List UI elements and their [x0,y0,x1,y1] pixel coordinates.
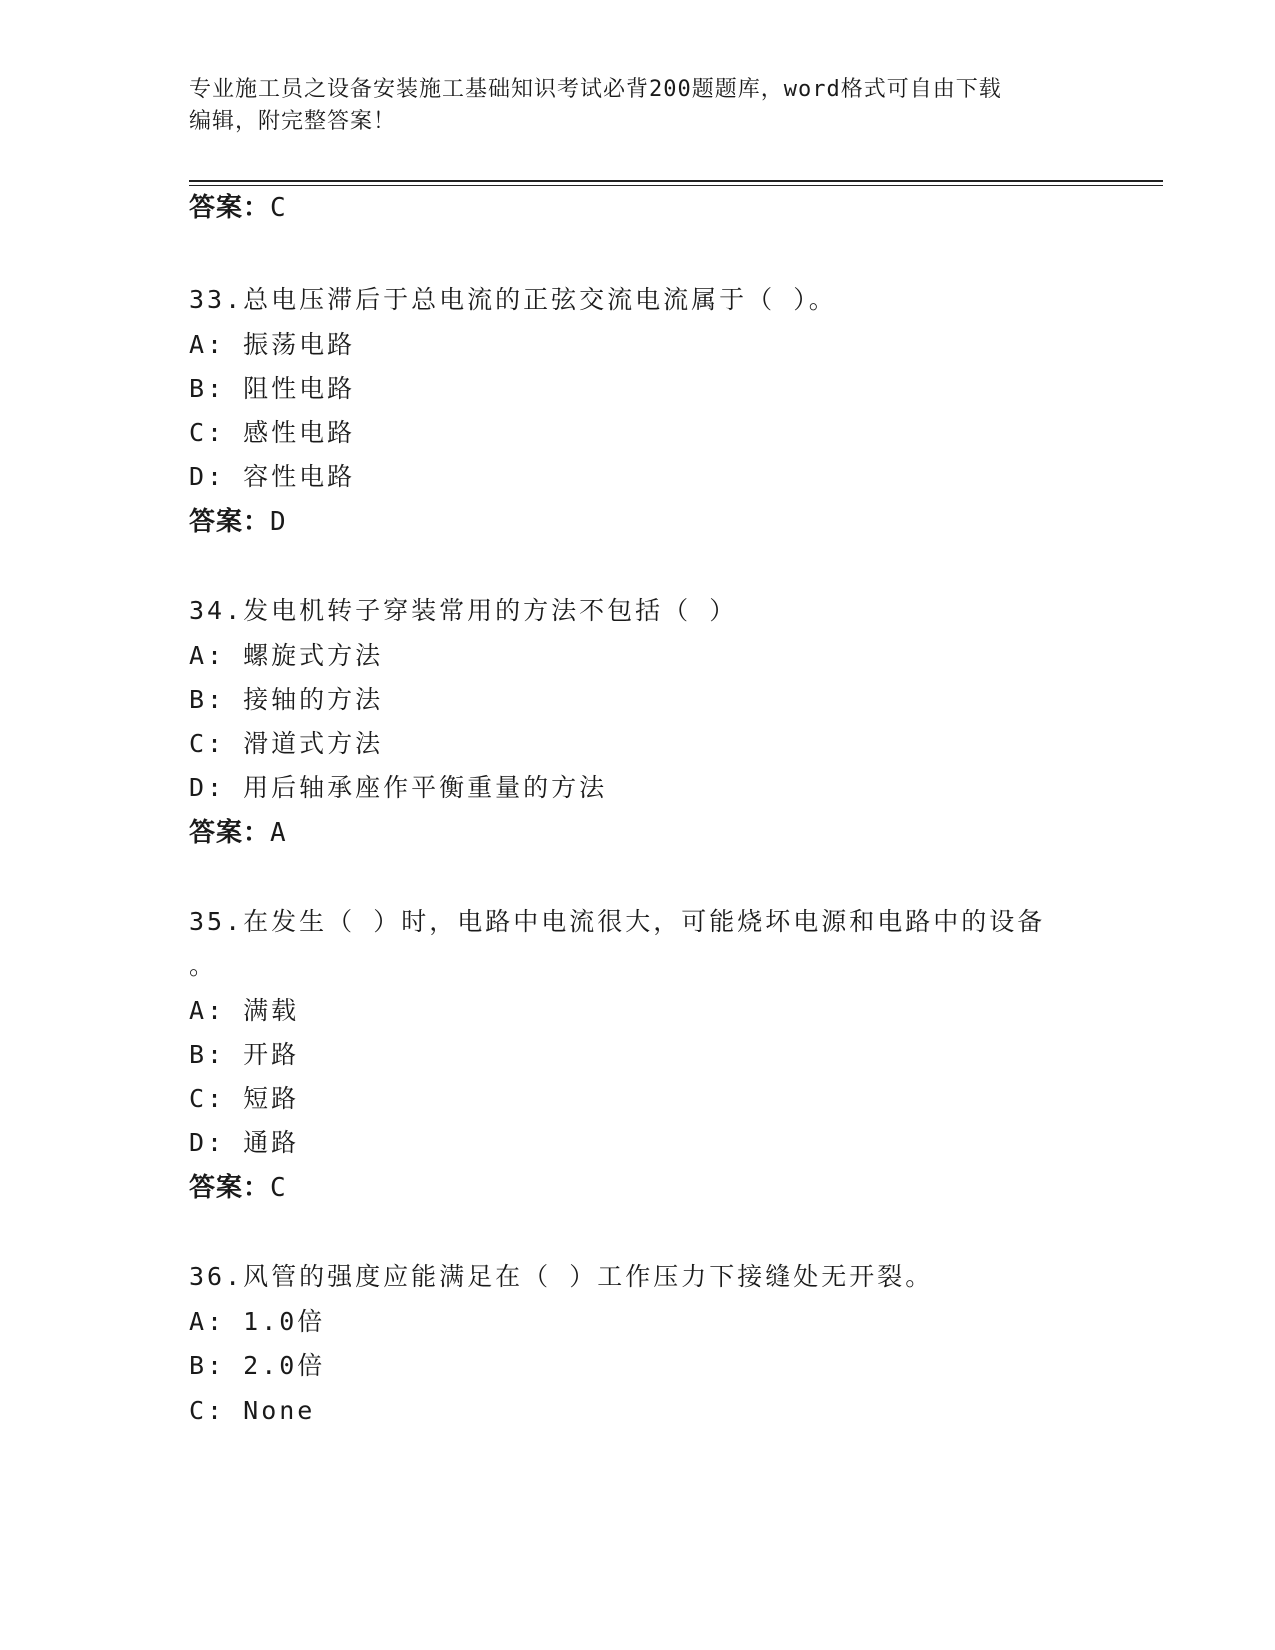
question-35-option-d: D: 通路 [189,1128,300,1157]
question-36-option-c: C: None [189,1396,316,1425]
question-36-stem: 36.风管的强度应能满足在（ ）工作压力下接缝处无开裂。 [189,1262,934,1291]
question-35-answer: 答案：C [189,1173,287,1203]
question-35-stem-continuation: 。 [189,951,218,980]
question-35-stem: 35.在发生（ ）时，电路中电流很大，可能烧坏电源和电路中的设备 [189,907,1046,936]
question-33-option-a: A: 振荡电路 [189,330,356,359]
header-divider-thick [189,180,1163,182]
previous-answer: 答案：C [189,193,287,223]
question-33-option-b: B: 阻性电路 [189,374,356,403]
question-34-answer: 答案：A [189,818,287,848]
header-title-line-2: 编辑，附完整答案！ [189,109,397,134]
question-36-option-a: A: 1.0倍 [189,1307,326,1336]
question-34-stem: 34.发电机转子穿装常用的方法不包括（ ） [189,596,738,625]
question-34-option-c: C: 滑道式方法 [189,729,384,758]
question-35-option-b: B: 开路 [189,1040,300,1069]
question-33-stem: 33.总电压滞后于总电流的正弦交流电流属于（ ）。 [189,285,837,314]
question-33-answer: 答案：D [189,507,287,537]
document-header [189,74,1089,138]
question-34-option-a: A: 螺旋式方法 [189,641,384,670]
header-divider-thin [189,185,1163,186]
header-title-line-1: 专业施工员之设备安装施工基础知识考试必背200题题库，word格式可自由下载 [189,77,1002,102]
question-33-option-d: D: 容性电路 [189,462,356,491]
question-34-option-b: B: 接轴的方法 [189,685,384,714]
question-35-option-a: A: 满载 [189,996,300,1025]
question-34-option-d: D: 用后轴承座作平衡重量的方法 [189,773,608,802]
question-35-option-c: C: 短路 [189,1084,300,1113]
question-33-option-c: C: 感性电路 [189,418,356,447]
question-36-option-b: B: 2.0倍 [189,1351,326,1380]
